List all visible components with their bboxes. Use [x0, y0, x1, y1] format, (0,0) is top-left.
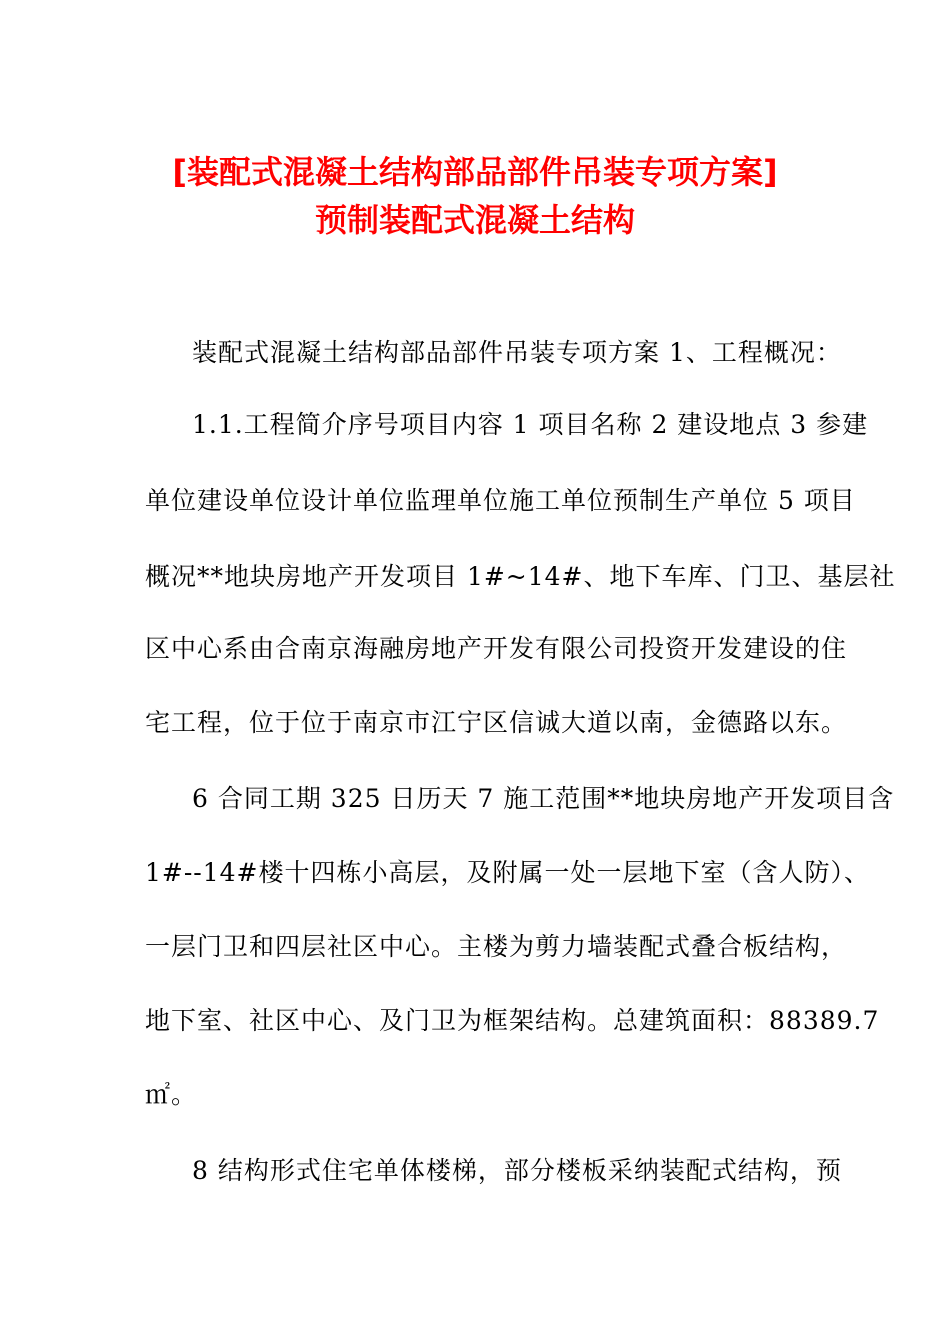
paragraph-line: 一层门卫和四层社区中心。主楼为剪力墙装配式叠合板结构，	[145, 932, 848, 961]
paragraph-line: 1.1.工程简介序号项目内容 1 项目名称 2 建设地点 3 参建	[192, 410, 869, 439]
paragraph-line: 概况**地块房地产开发项目 1#~14#、地下车库、门卫、基层社	[145, 562, 896, 591]
paragraph-line: 宅工程，位于位于南京市江宁区信诚大道以南，金德路以东。	[145, 708, 848, 737]
paragraph-line: 1#--14#楼十四栋小高层，及附属一处一层地下室（含人防）、	[145, 858, 871, 887]
document-title-line-2: 预制装配式混凝土结构	[314, 201, 635, 239]
paragraph-line: 8 结构形式住宅单体楼梯，部分楼板采纳装配式结构，预	[192, 1156, 842, 1185]
document-title-line-1: [装配式混凝土结构部品部件吊装专项方案]	[172, 153, 778, 191]
paragraph-line: 地下室、社区中心、及门卫为框架结构。总建筑面积：88389.7	[145, 1006, 880, 1035]
paragraph-line: 单位建设单位设计单位监理单位施工单位预制生产单位 5 项目	[145, 486, 856, 515]
paragraph-line: 6 合同工期 325 日历天 7 施工范围**地块房地产开发项目含	[192, 784, 895, 813]
paragraph-line: 装配式混凝土结构部品部件吊装专项方案 1、工程概况：	[192, 338, 842, 367]
paragraph-line: 区中心系由合南京海融房地产开发有限公司投资开发建设的住	[145, 634, 848, 663]
paragraph-line: ㎡。	[145, 1080, 198, 1109]
